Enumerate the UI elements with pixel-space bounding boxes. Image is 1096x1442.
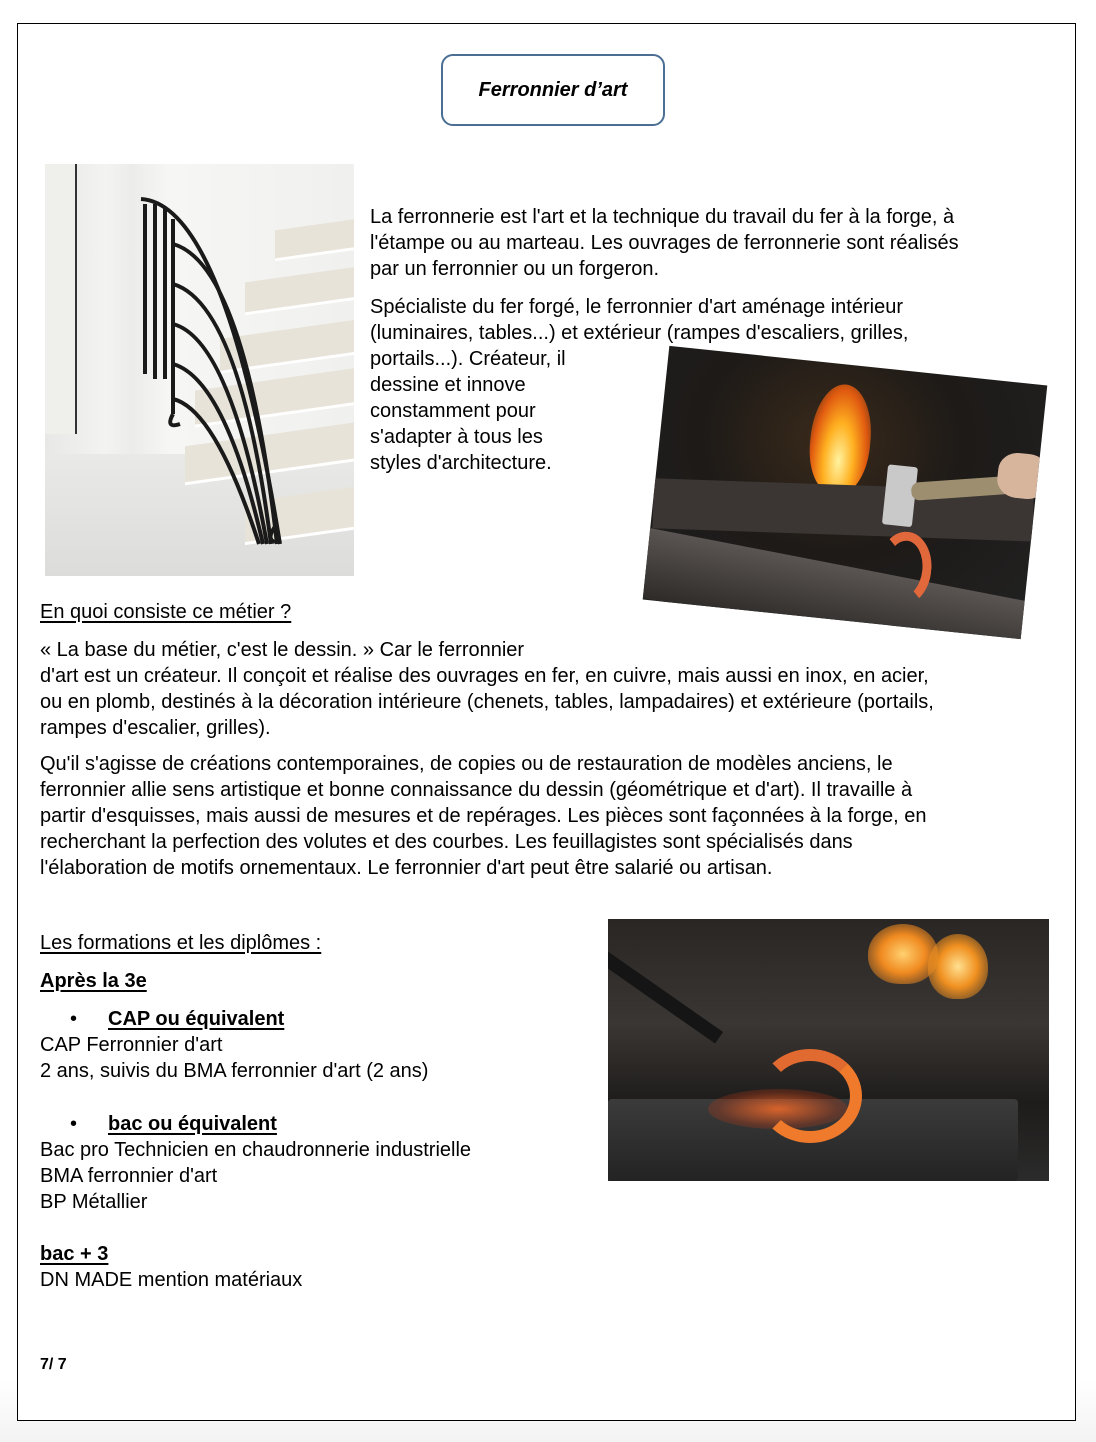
intro-line: s'adapter à tous les — [370, 426, 543, 448]
section1-line: « La base du métier, c'est le dessin. » Car le ferronnier — [40, 639, 525, 661]
intro-line: styles d'architecture. — [370, 452, 552, 474]
diploma-item: DN MADE mention matériaux — [40, 1269, 303, 1291]
intro-line: constamment pour — [370, 400, 536, 422]
fire-flame — [805, 381, 876, 497]
intro-line: La ferronnerie est l'art et la technique du travail du fer à la forge, à — [370, 206, 955, 228]
page-title: Ferronnier d’art — [478, 78, 628, 101]
hot-scroll — [758, 1049, 862, 1143]
section1-line: l'élaboration de motifs ornementaux. Le ferronnier d'art peut être salarié ou artisan. — [40, 857, 773, 879]
diploma-item: BP Métallier — [40, 1191, 148, 1213]
group-title: CAP ou équivalent — [108, 1008, 285, 1030]
section1-line: ou en plomb, destinés à la décoration intérieure (chenets, tables, lampadaires) et extérieure (portails, — [40, 691, 934, 713]
section1-line: d'art est un créateur. Il conçoit et réalise des ouvrages en fer, en cuivre, mais aussi en inox, en acier, — [40, 665, 929, 687]
fire-flame — [928, 934, 988, 999]
bullet-icon: • — [70, 1113, 78, 1135]
section-heading: Les formations et les diplômes : — [40, 932, 322, 954]
level-heading: Après la 3e — [40, 970, 147, 992]
diploma-item: 2 ans, suivis du BMA ferronnier d'art (2 ans) — [40, 1060, 429, 1082]
glowing-scroll-anvil-photo — [608, 919, 1049, 1181]
page-title-box — [441, 54, 665, 126]
section1-line: Qu'il s'agisse de créations contemporaines, de copies ou de restauration de modèles anciens, le — [40, 753, 893, 775]
staircase-railing-photo — [45, 164, 354, 576]
section1-line: ferronnier allie sens artistique et bonne connaissance du dessin (géométrique et d'art). Il travaille à — [40, 779, 913, 801]
bullet-icon: • — [70, 1008, 78, 1030]
intro-line: portails...). Créateur, il — [370, 348, 566, 370]
intro-line: Spécialiste du fer forgé, le ferronnier d'art aménage intérieur — [370, 296, 903, 318]
diploma-item: Bac pro Technicien en chaudronnerie industrielle — [40, 1139, 472, 1161]
intro-line: dessine et innove — [370, 374, 526, 396]
blacksmith-forge-photo — [643, 346, 1048, 639]
diploma-item: CAP Ferronnier d'art — [40, 1034, 223, 1056]
intro-line: (luminaires, tables...) et extérieur (rampes d'escaliers, grilles, — [370, 322, 909, 344]
section-heading: En quoi consiste ce métier ? — [40, 601, 292, 623]
intro-line: par un ferronnier ou un forgeron. — [370, 258, 660, 280]
page-number: 7/ 7 — [40, 1356, 67, 1373]
tongs — [608, 940, 723, 1043]
level-heading: bac + 3 — [40, 1243, 109, 1265]
railing-drawing — [45, 164, 354, 576]
section1-line: recherchant la perfection des volutes et des courbes. Les feuillagistes sont spécialisés dans — [40, 831, 853, 853]
intro-line: l'étampe ou au marteau. Les ouvrages de ferronnerie sont réalisés — [370, 232, 959, 254]
group-title: bac ou équivalent — [108, 1113, 277, 1135]
section1-line: rampes d'escalier, grilles). — [40, 717, 271, 739]
diploma-item: BMA ferronnier d'art — [40, 1165, 218, 1187]
section1-line: partir d'esquisses, mais aussi de mesures et de repérages. Les pièces sont façonnées à la forge, en — [40, 805, 927, 827]
